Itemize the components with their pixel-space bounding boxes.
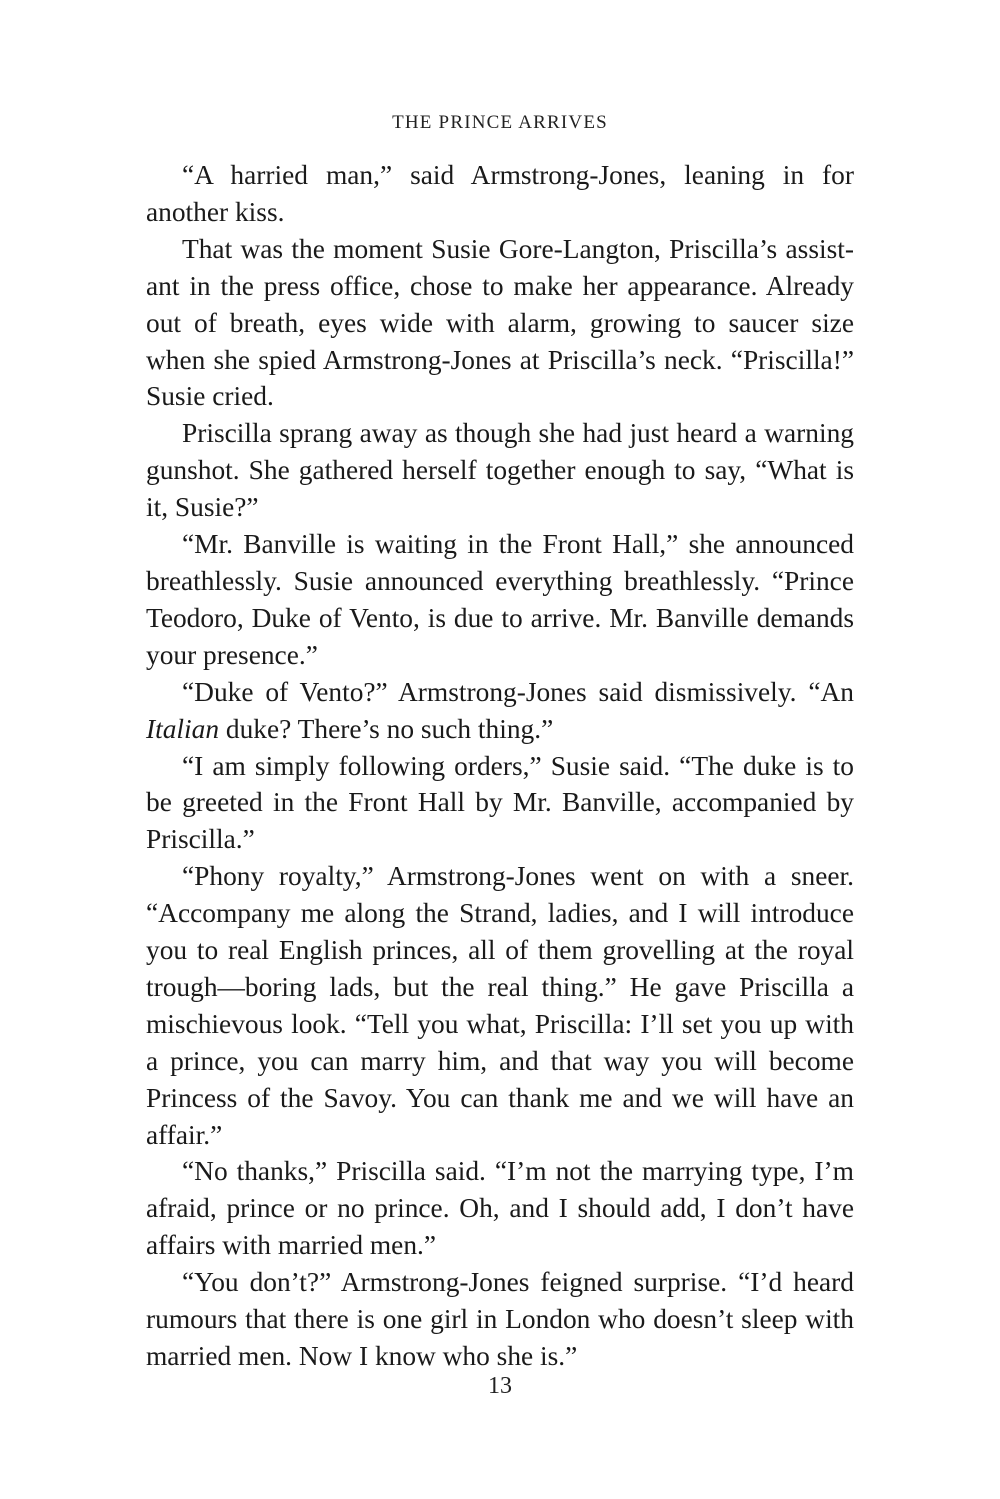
paragraph-text: duke? There’s no such thing.” <box>219 713 554 744</box>
paragraph: “No thanks,” Priscilla said. “I’m not the marrying type, I’m afraid, prince or no prince. Oh, and I should add, I don’t have affairs with married men.” <box>146 1156 854 1261</box>
page-number: 13 <box>488 1373 512 1399</box>
paragraph: “Mr. Banville is waiting in the Front Hall,” she announced breathlessly. Susie announced everything breathlessly. “Prince Teodoro, Duke of Vento, is due to arrive. Mr. Banville demands your presence.” <box>146 529 854 670</box>
paragraph: “You don’t?” Armstrong-Jones feigned surprise. “I’d heard rumours that there is one girl in London who doesn’t sleep with married men. Now I know who she is.” <box>146 1267 854 1371</box>
running-head: THE PRINCE ARRIVES <box>392 112 608 133</box>
paragraph: Priscilla sprang away as though she had just heard a warning gunshot. She gathered herself together enough to say, “What is it, Susie?” <box>146 418 854 523</box>
paragraph: “I am simply following orders,” Susie said. “The duke is to be greeted in the Front Hall by Mr. Banville, accompanied by Priscilla.” <box>146 750 854 855</box>
paragraph: “A harried man,” said Armstrong-Jones, leaning in for another kiss. <box>146 160 854 227</box>
italic-word: Italian <box>146 713 220 744</box>
body-text <box>146 157 854 1375</box>
paragraph: That was the moment Susie Gore-Langton, Priscilla’s assistant in the press office, chose to make her appearance. Already out of breath, eyes wide with alarm, growing to saucer size when she spied Armstrong-Jones at Priscilla’s neck. “Priscilla!” Susie cried. <box>146 233 854 412</box>
paragraph: “Phony royalty,” Armstrong-Jones went on with a sneer. “Accompany me along the Strand, ladies, and I will introduce you to real English princes, all of them grovelling at the royal trough—boring lads, but the real thing.” He gave Priscilla a mischievous look. “Tell you what, Priscilla: I’ll set you up with a prince, you can marry him, and that way you will become Princess of the Savoy. You can thank me and we will have an affair.” <box>146 861 854 1150</box>
paragraph <box>146 674 854 748</box>
paragraph-text: “Duke of Vento?” Armstrong-Jones said dismissively. “An <box>182 676 854 707</box>
